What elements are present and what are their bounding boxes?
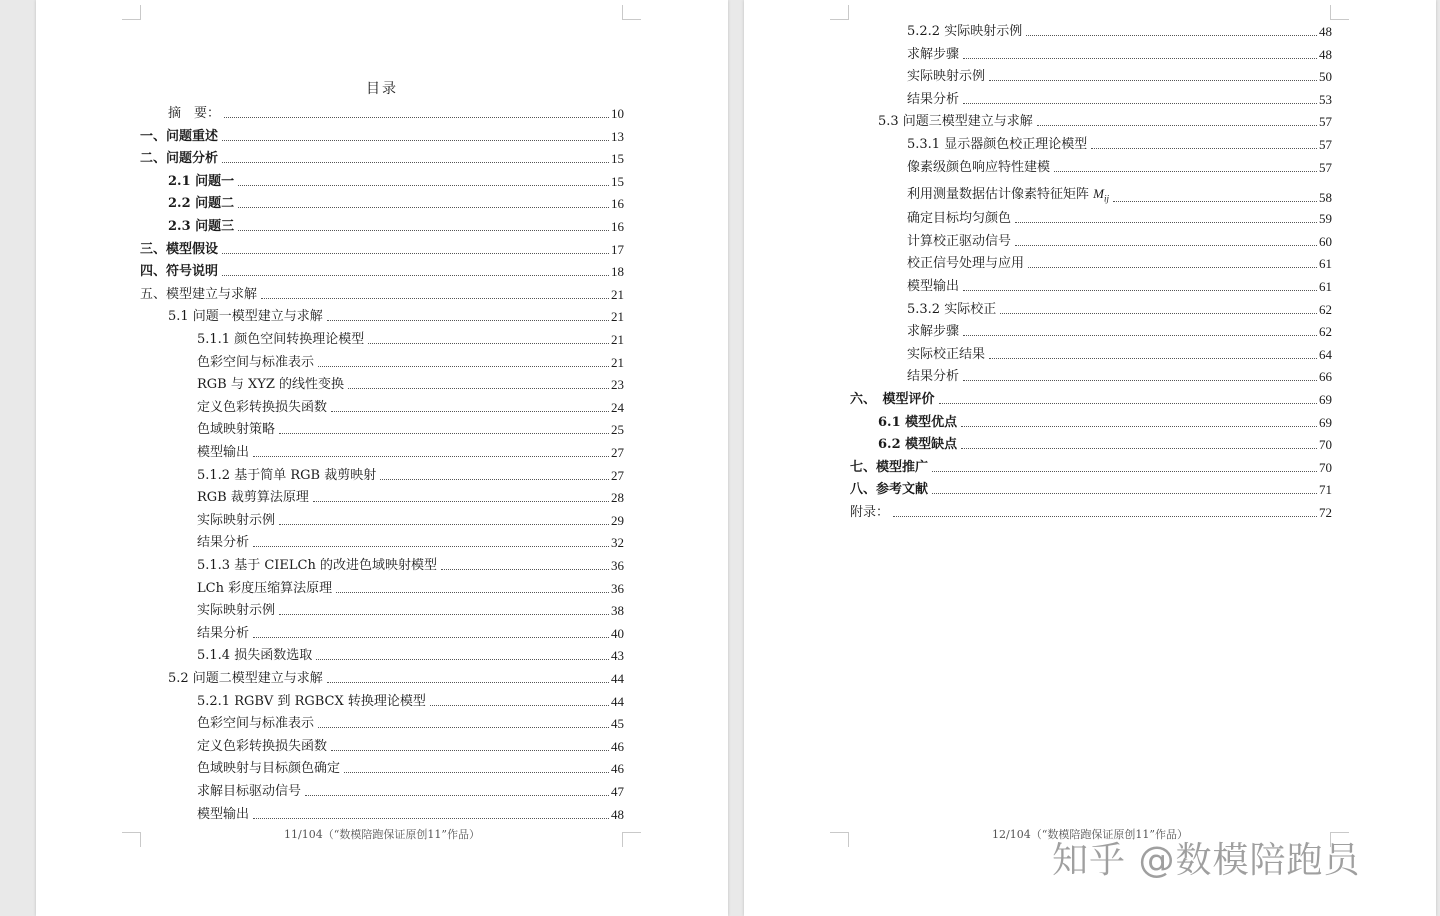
page-footer: 12/104（“数模陪跑保证原创11”作品）	[992, 828, 1188, 841]
document-page-left	[36, 0, 728, 916]
toc-entry-page: 40	[611, 625, 624, 641]
toc-entry-title: 求解步骤	[907, 46, 960, 62]
crop-mark	[122, 5, 141, 20]
toc-leader-dots	[961, 448, 1317, 449]
crop-mark	[1330, 5, 1349, 20]
toc-entry-page: 18	[611, 264, 624, 280]
toc-entry-title: 色彩空间与标准表示	[197, 354, 315, 370]
toc-entry[interactable]	[140, 529, 624, 551]
toc-leader-dots	[318, 366, 609, 367]
toc-leader-dots	[961, 426, 1317, 427]
toc-entry-page: 17	[611, 241, 624, 257]
toc-entry[interactable]	[850, 296, 1332, 318]
toc-entry[interactable]	[850, 228, 1332, 250]
toc-entry-page: 21	[611, 309, 624, 325]
toc-leader-dots	[279, 524, 609, 525]
toc-entry-title: 实际映射示例	[197, 603, 276, 619]
toc-leader-dots	[327, 320, 609, 321]
toc-entry[interactable]	[850, 341, 1332, 363]
toc-entry-title: 5.3 问题三模型建立与求解	[878, 114, 1033, 130]
toc-leader-dots	[1091, 148, 1317, 149]
toc-entry-title: RGB 裁剪算法原理	[197, 490, 309, 506]
toc-entry[interactable]	[850, 176, 1332, 206]
toc-entry-title: 像素级颜色响应特性建模	[907, 159, 1051, 175]
toc-leader-dots	[932, 471, 1317, 472]
toc-entry-title: 色域映射与目标颜色确定	[197, 761, 341, 777]
toc-leader-dots	[222, 140, 609, 141]
toc-leader-dots	[963, 290, 1317, 291]
toc-leader-dots	[313, 501, 609, 502]
toc-leader-dots	[963, 335, 1317, 336]
toc-leader-dots	[238, 230, 609, 231]
toc-entry[interactable]	[850, 131, 1332, 153]
toc-entry-title: 结果分析	[197, 535, 250, 551]
toc-entry-title: 5.1.2 基于简单 RGB 裁剪映射	[197, 467, 377, 483]
toc-entry-page: 10	[611, 106, 624, 121]
toc-entry-page: 27	[611, 445, 624, 460]
toc-entry[interactable]	[140, 575, 624, 597]
toc-leader-dots	[253, 546, 609, 547]
toc-entry-page: 50	[1319, 69, 1332, 85]
toc-entry-title: 5.1.3 基于 CIELCh 的改进色域映射模型	[197, 558, 437, 573]
toc-entry[interactable]	[140, 688, 624, 710]
toc-entry[interactable]	[140, 642, 624, 664]
toc-leader-dots	[939, 403, 1317, 404]
toc-entry-title: 6.1 模型优点	[878, 414, 958, 430]
toc-entry[interactable]	[140, 326, 624, 348]
toc-entry[interactable]	[140, 100, 624, 122]
toc-heading: 目录	[366, 81, 398, 97]
toc-entry-title: 校正信号处理与应用	[907, 256, 1025, 272]
toc-entry[interactable]	[850, 154, 1332, 176]
toc-entry-title: 结果分析	[907, 369, 960, 385]
toc-entry-page: 48	[611, 806, 624, 822]
toc-entry-title: 定义色彩转换损失函数	[197, 738, 328, 754]
toc-entry[interactable]	[140, 145, 624, 167]
toc-entry-page: 44	[611, 671, 624, 686]
toc-list	[140, 100, 624, 830]
toc-entry[interactable]	[140, 213, 624, 235]
toc-entry[interactable]	[140, 349, 624, 371]
toc-leader-dots	[963, 380, 1317, 381]
toc-entry-page: 45	[611, 716, 624, 732]
toc-entry[interactable]	[140, 778, 624, 800]
toc-leader-dots	[327, 682, 609, 683]
toc-entry-page: 57	[1319, 159, 1332, 175]
toc-entry-title: 六、 模型评价	[850, 392, 935, 407]
toc-entry[interactable]	[850, 250, 1332, 272]
toc-entry-title: 三、模型假设	[140, 241, 219, 257]
toc-entry-title: 附录：	[850, 505, 890, 520]
toc-entry[interactable]	[850, 499, 1332, 521]
toc-entry[interactable]	[140, 710, 624, 732]
toc-entry[interactable]	[140, 801, 624, 823]
toc-entry[interactable]	[140, 755, 624, 777]
toc-leader-dots	[1037, 125, 1317, 126]
math-subscript: ij	[1103, 193, 1109, 204]
toc-entry[interactable]	[850, 386, 1332, 408]
toc-entry-page: 21	[611, 286, 624, 302]
toc-entry-page: 28	[611, 490, 624, 506]
toc-entry[interactable]	[140, 416, 624, 438]
toc-entry-title: 结果分析	[907, 91, 960, 107]
toc-entry-page: 69	[1319, 414, 1332, 430]
toc-entry-page: 61	[1319, 279, 1332, 294]
toc-leader-dots	[989, 80, 1317, 81]
toc-leader-dots	[963, 103, 1317, 104]
toc-leader-dots	[1026, 35, 1317, 36]
toc-entry-page: 53	[1319, 91, 1332, 107]
toc-entry-title: 5.2.2 实际映射示例	[907, 24, 1023, 39]
toc-leader-dots	[430, 705, 609, 706]
toc-entry[interactable]	[850, 431, 1332, 453]
toc-entry-title: 实际映射示例	[907, 69, 986, 85]
toc-leader-dots	[1000, 313, 1317, 314]
toc-leader-dots	[331, 411, 609, 412]
toc-leader-dots	[348, 388, 609, 389]
toc-entry[interactable]	[140, 236, 624, 258]
toc-entry[interactable]	[850, 454, 1332, 476]
toc-entry-page: 27	[611, 467, 624, 483]
toc-entry[interactable]	[140, 190, 624, 212]
toc-leader-dots	[963, 58, 1317, 59]
toc-entry-page: 36	[611, 558, 624, 573]
toc-leader-dots	[316, 659, 609, 660]
toc-leader-dots	[238, 207, 609, 208]
toc-leader-dots	[222, 253, 609, 254]
toc-leader-dots	[331, 750, 609, 751]
toc-entry-title: RGB 与 XYZ 的线性变换	[197, 377, 344, 393]
toc-entry-title: 2.1 问题一	[168, 173, 235, 189]
toc-entry-page: 15	[611, 151, 624, 167]
toc-entry-page: 29	[611, 512, 624, 528]
toc-entry-title: 五、模型建立与求解	[140, 286, 258, 302]
toc-entry-title: 摘 要：	[168, 106, 221, 121]
toc-entry[interactable]	[140, 394, 624, 416]
toc-entry[interactable]	[850, 476, 1332, 498]
toc-entry[interactable]	[140, 733, 624, 755]
toc-entry-page: 36	[611, 580, 624, 596]
toc-entry[interactable]	[850, 273, 1332, 295]
toc-leader-dots	[989, 358, 1317, 359]
toc-entry-page: 48	[1319, 46, 1332, 62]
toc-entry-page: 62	[1319, 324, 1332, 340]
toc-leader-dots	[222, 162, 609, 163]
toc-entry-title: 七、模型推广	[850, 459, 929, 475]
toc-leader-dots	[238, 185, 609, 186]
toc-entry-title: 色域映射策略	[197, 422, 276, 438]
toc-entry-title: 5.1.1 颜色空间转换理论模型	[197, 332, 365, 347]
toc-leader-dots	[279, 614, 609, 615]
toc-entry[interactable]	[140, 552, 624, 574]
toc-entry-title: 2.3 问题三	[168, 219, 235, 234]
toc-entry-title: 实际映射示例	[197, 512, 276, 528]
toc-entry[interactable]	[850, 18, 1332, 40]
toc-entry-page: 70	[1319, 437, 1332, 453]
toc-entry-page: 58	[1319, 190, 1332, 206]
toc-entry-title: 四、符号说明	[140, 264, 219, 280]
toc-entry-title: 5.2 问题二模型建立与求解	[168, 671, 323, 686]
toc-leader-dots	[1113, 201, 1317, 202]
toc-entry-title: 一、问题重述	[140, 128, 219, 144]
toc-entry-page: 15	[611, 173, 624, 189]
toc-entry[interactable]	[140, 371, 624, 393]
toc-leader-dots	[279, 433, 609, 434]
toc-entry-title: 色彩空间与标准表示	[197, 716, 315, 732]
toc-entry-page: 61	[1319, 256, 1332, 272]
toc-entry[interactable]	[140, 665, 624, 687]
toc-leader-dots	[441, 569, 609, 570]
toc-entry-page: 57	[1319, 137, 1332, 152]
toc-entry-page: 46	[611, 761, 624, 777]
toc-entry-title: 二、问题分析	[140, 151, 219, 167]
toc-entry-title: 结果分析	[197, 625, 250, 641]
toc-entry[interactable]	[140, 462, 624, 484]
toc-entry-title: 确定目标均匀颜色	[907, 211, 1012, 227]
toc-entry-page: 21	[611, 354, 624, 370]
toc-leader-dots	[1028, 267, 1317, 268]
toc-entry-page: 25	[611, 422, 624, 438]
toc-entry[interactable]	[850, 86, 1332, 108]
toc-entry[interactable]	[140, 303, 624, 325]
toc-leader-dots	[305, 795, 609, 796]
toc-entry-page: 70	[1319, 459, 1332, 475]
crop-mark	[622, 5, 641, 20]
toc-entry[interactable]	[140, 123, 624, 145]
toc-entry[interactable]	[850, 63, 1332, 85]
toc-leader-dots	[1054, 171, 1317, 172]
watermark: 知乎 @数模陪跑员	[1052, 840, 1361, 881]
toc-entry-page: 38	[611, 603, 624, 619]
toc-entry-title: 利用测量数据估计像素特征矩阵 $M_{ij}$	[907, 185, 1109, 204]
toc-entry-page: 72	[1319, 505, 1332, 520]
toc-entry-page: 24	[611, 399, 624, 415]
toc-entry-title: 5.3.2 实际校正	[907, 301, 997, 317]
toc-entry-page: 44	[611, 693, 624, 709]
toc-entry-title: 模型输出	[197, 806, 250, 822]
toc-entry-page: 60	[1319, 233, 1332, 249]
toc-entry[interactable]	[140, 439, 624, 461]
toc-entry-title: 实际校正结果	[907, 346, 986, 362]
toc-entry-page: 66	[1319, 369, 1332, 385]
toc-leader-dots	[261, 298, 609, 299]
toc-entry-page: 13	[611, 128, 624, 144]
toc-entry-title: 定义色彩转换损失函数	[197, 399, 328, 415]
toc-list	[850, 18, 1332, 538]
toc-entry[interactable]	[850, 363, 1332, 385]
toc-entry[interactable]	[850, 108, 1332, 130]
toc-entry-title: 模型输出	[197, 445, 250, 460]
toc-leader-dots	[344, 772, 609, 773]
toc-entry[interactable]	[140, 507, 624, 529]
toc-entry[interactable]	[850, 318, 1332, 340]
page-footer: 11/104（“数模陪跑保证原创11”作品）	[284, 828, 480, 841]
toc-leader-dots	[1015, 245, 1317, 246]
toc-entry[interactable]	[140, 597, 624, 619]
toc-leader-dots	[253, 637, 609, 638]
toc-entry[interactable]	[140, 258, 624, 280]
toc-entry-page: 16	[611, 219, 624, 234]
toc-leader-dots	[893, 516, 1317, 517]
toc-entry-title: 求解步骤	[907, 324, 960, 340]
toc-entry-page: 71	[1319, 482, 1332, 498]
toc-leader-dots	[368, 343, 609, 344]
toc-entry[interactable]	[850, 205, 1332, 227]
crop-mark	[830, 5, 849, 20]
toc-entry[interactable]	[850, 409, 1332, 431]
toc-leader-dots	[224, 117, 609, 118]
toc-entry-title: 2.2 问题二	[168, 196, 235, 212]
toc-entry-page: 69	[1319, 392, 1332, 407]
toc-entry-title: 5.3.1 显示器颜色校正理论模型	[907, 137, 1088, 152]
toc-leader-dots	[336, 592, 609, 593]
toc-leader-dots	[253, 456, 609, 457]
toc-entry[interactable]	[140, 281, 624, 303]
toc-entry-page: 32	[611, 535, 624, 551]
document-page-right	[744, 0, 1436, 916]
toc-leader-dots	[380, 479, 609, 480]
toc-entry[interactable]	[140, 168, 624, 190]
toc-entry[interactable]	[850, 41, 1332, 63]
toc-entry-title: 八、参考文献	[850, 482, 929, 498]
toc-leader-dots	[222, 275, 609, 276]
toc-entry-page: 64	[1319, 346, 1332, 362]
toc-entry-title: 5.2.1 RGBV 到 RGBCX 转换理论模型	[197, 693, 426, 709]
toc-entry-page: 47	[611, 784, 624, 799]
toc-entry-title: 6.2 模型缺点	[878, 437, 958, 453]
toc-entry-title: 求解目标驱动信号	[197, 784, 302, 799]
toc-entry-page: 21	[611, 332, 624, 347]
toc-entry-page: 23	[611, 377, 624, 393]
toc-entry-page: 59	[1319, 211, 1332, 227]
toc-entry-page: 62	[1319, 301, 1332, 317]
toc-leader-dots	[253, 818, 609, 819]
toc-leader-dots	[932, 493, 1317, 494]
toc-leader-dots	[1015, 222, 1317, 223]
toc-entry-page: 48	[1319, 24, 1332, 39]
toc-entry-title: 5.1 问题一模型建立与求解	[168, 309, 323, 325]
toc-entry-page: 57	[1319, 114, 1332, 130]
toc-entry-title: 模型输出	[907, 279, 960, 294]
toc-entry-title: 计算校正驱动信号	[907, 233, 1012, 249]
toc-entry[interactable]	[140, 620, 624, 642]
toc-entry-page: 46	[611, 738, 624, 754]
math-symbol: M	[1093, 185, 1104, 201]
toc-entry-title: 5.1.4 损失函数选取	[197, 648, 313, 664]
toc-entry[interactable]	[140, 484, 624, 506]
toc-entry-page: 16	[611, 196, 624, 212]
toc-entry-page: 43	[611, 648, 624, 664]
toc-leader-dots	[318, 727, 609, 728]
toc-entry-title: LCh 彩度压缩算法原理	[197, 580, 333, 596]
